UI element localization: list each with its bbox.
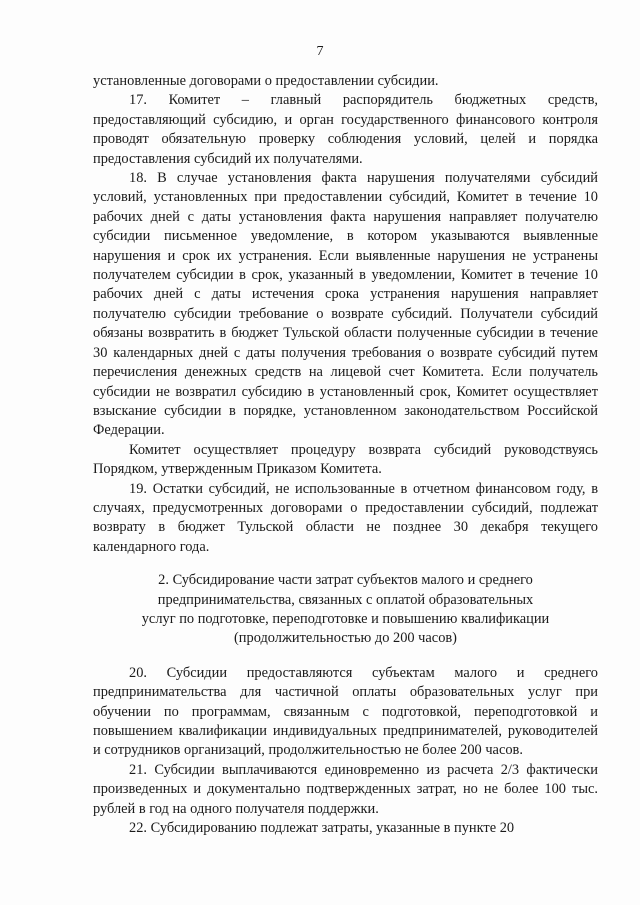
paragraph-22: 22. Субсидированию подлежат затраты, указанные в пункте 20 bbox=[129, 820, 515, 837]
page-number: 7 bbox=[316, 44, 324, 59]
paragraph-18: 18. В случае установления факта нарушения получателями субсидий условий, установленных при предоставлении субсидий, Комитет в течение 10 рабочих дней с даты установления факта нарушения направляет получателю субсидии письменное уведомление, в котором указываются выявленные нарушения и срок их устранения. Если выявленные нарушения не устранены получателем субсидии в срок, указанный в уведомлении, Комитет в течение 10 рабочих дней с даты истечения срока устранения нарушения направляет получателю субсидии требование о возврате субсидий. Получатели субсидий обязаны возвратить в бюджет Тульской области полученные субсидии в течение 30 календарных дней с даты получения требования о возврате субсидий путем перечисления денежных средств на лицевой счет Комитета. Если получатель субсидии не возвратил субсидию в установленный срок, Комитет осуществляет взыскание субсидии в порядке, установленном законодательством Российской Федерации. bbox=[93, 170, 598, 439]
section-heading-line: 2. Субсидирование части затрат субъектов малого и среднего bbox=[158, 572, 533, 589]
section-heading bbox=[93, 571, 598, 649]
paragraph-18-return-procedure: Комитет осуществляет процедуру возврата субсидий руководствуясь Порядком, утвержденным Приказом Комитета. bbox=[93, 441, 598, 478]
paragraph-20: 20. Субсидии предоставляются субъектам малого и среднего предпринимательства для частичной оплаты образовательных услуг при обучении по программам, связанным с подготовкой, переподготовкой и повышением квалификации индивидуальных предпринимателей, руководителей и сотрудников организаций, продолжительностью не более 200 часов. bbox=[93, 664, 598, 759]
paragraph-19: 19. Остатки субсидий, не использованные в отчетном финансовом году, в случаях, предусмотренных договорами о предоставлении субсидий, подлежат возврату в бюджет Тульской области не позднее 30 декабря текущего календарного года. bbox=[93, 480, 598, 555]
document-body bbox=[93, 72, 598, 838]
section-heading-line: услуг по подготовке, переподготовке и повышению квалификации bbox=[141, 610, 550, 627]
section-heading-line: (продолжительностью до 200 часов) bbox=[234, 630, 457, 647]
paragraph-17: 17. Комитет – главный распорядитель бюджетных средств, предоставляющий субсидию, и орган государственного финансового контроля проводят обязательную проверку соблюдения условий, целей и порядка предоставления субсидий их получателями. bbox=[93, 92, 598, 167]
section-heading-line: предпринимательства, связанных с оплатой образовательных bbox=[157, 591, 534, 608]
paragraph-21: 21. Субсидии выплачиваются единовременно из расчета 2/3 фактически произведенных и документально подтвержденных затрат, но не более 100 тыс. рублей в год на одного получателя поддержки. bbox=[93, 761, 598, 817]
paragraph-continuation: установленные договорами о предоставлении субсидии. bbox=[93, 73, 439, 89]
